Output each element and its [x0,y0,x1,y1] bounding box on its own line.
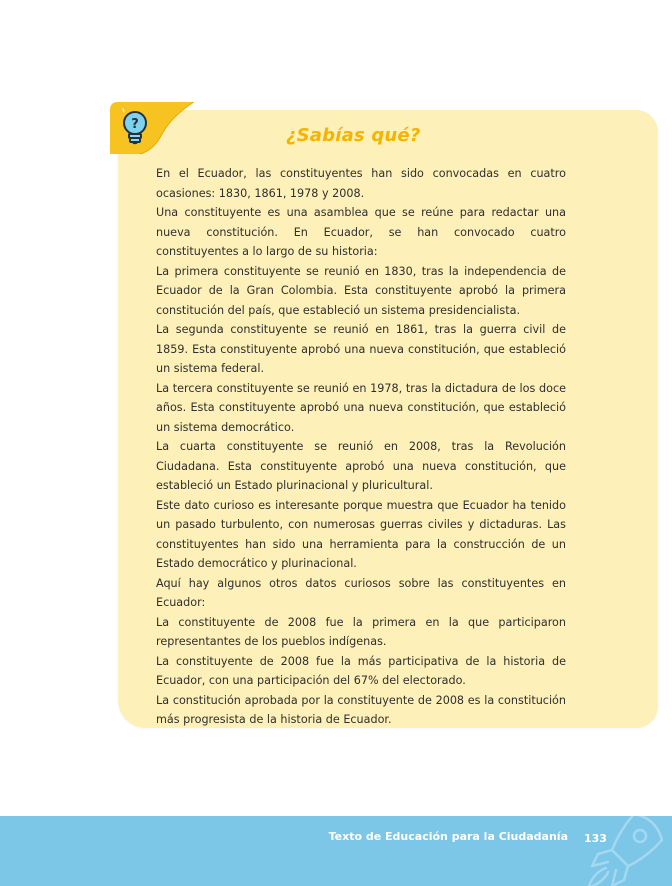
paragraph: La constitución aprobada por la constituyente de 2008 es la constitución más progresista de la historia de Ecuador. [156,693,566,726]
page-footer [0,816,672,886]
rocket-watermark-icon [572,816,672,886]
paragraph: Este dato curioso es interesante porque muestra que Ecuador ha tenido un pasado turbulento, con numerosas guerras civiles y dictaduras. Las constituyentes han sido una herramienta para la construcción de un Estado democrático y plurinacional. [156,498,566,570]
paragraph: La segunda constituyente se reunió en 1861, tras la guerra civil de 1859. Esta constituyente aprobó una nueva constitución, que estableció un sistema federal. [156,323,566,375]
paragraph: Una constituyente es una asamblea que se reúne para redactar una nueva constitución. En Ecuador, se han convocado cuatro constituyentes a lo largo de su historia: [156,206,566,258]
paragraph: La constituyente de 2008 fue la primera en la que participaron representantes de los pueblos indígenas. [156,615,566,648]
page-number: 133 [584,832,607,845]
box-title: ¿Sabías qué? [286,125,421,146]
paragraph: Aquí hay algunos otros datos curiosos sobre las constituyentes en Ecuador: [156,576,566,609]
paragraph: La tercera constituyente se reunió en 1978, tras la dictadura de los doce años. Esta constituyente aprobó una nueva constitución, que estableció un sistema democrático. [156,381,566,434]
lightbulb-question-icon [119,108,151,148]
paragraph: La cuarta constituyente se reunió en 2008, tras la Revolución Ciudadana. Esta constituyente aprobó una nueva constitución, que estableció un Estado plurinacional y pluricultural. [156,440,566,492]
book-title: Texto de Educación para la Ciudadanía [328,830,568,843]
svg-text:?: ? [131,117,139,132]
paragraph: La primera constituyente se reunió en 1830, tras la independencia de Ecuador de la Gran Colombia. Esta constituyente aprobó la primera constitución del país, que estableció un sistema presidencialista. [156,264,566,317]
box-content [156,164,566,730]
paragraph: La constituyente de 2008 fue la más participativa de la historia de Ecuador, con una participación del 67% del electorado. [156,654,566,687]
paragraph: En el Ecuador, las constituyentes han sido convocadas en cuatro ocasiones: 1830, 1861, 1978 y 2008. [156,167,566,200]
